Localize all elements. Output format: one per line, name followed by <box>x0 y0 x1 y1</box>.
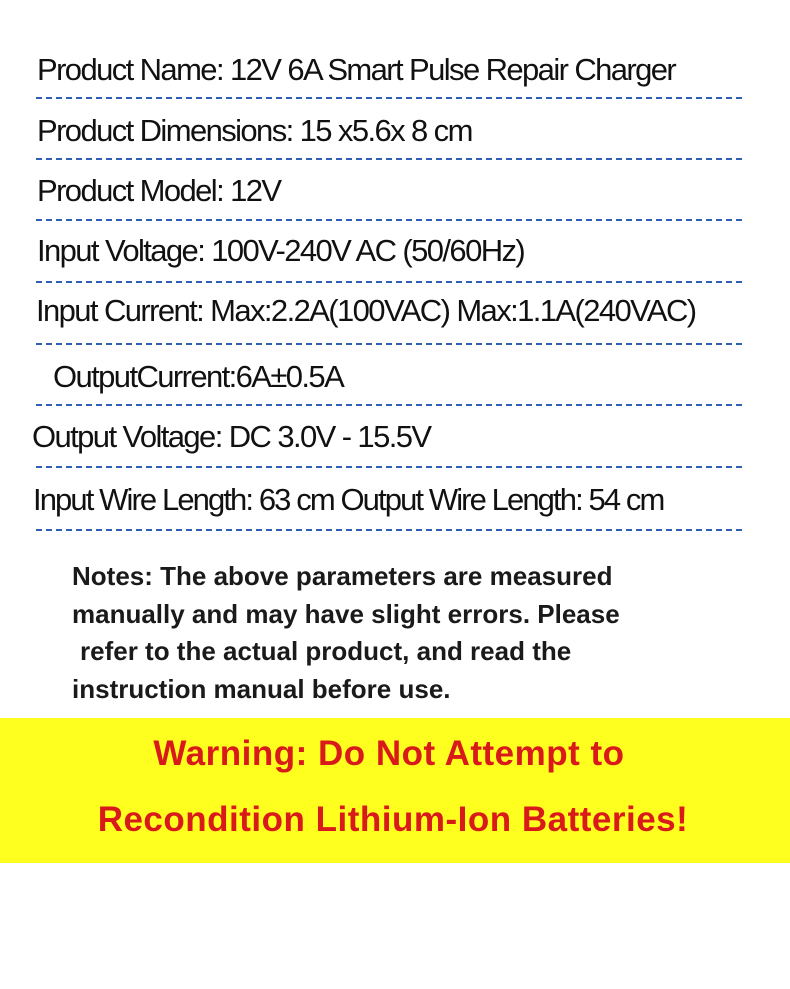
spec-divider <box>36 97 742 99</box>
spec-divider <box>36 529 742 531</box>
spec-output-current: OutputCurrent:6A±0.5A <box>53 359 344 394</box>
warning-banner <box>0 718 790 863</box>
spec-output-voltage: Output Voltage: DC 3.0V - 15.5V <box>32 419 431 454</box>
spec-product-name: Product Name: 12V 6A Smart Pulse Repair Charger <box>37 52 676 87</box>
spec-divider <box>36 466 742 468</box>
spec-input-voltage: Input Voltage: 100V-240V AC (50/60Hz) <box>37 233 525 268</box>
notes-paragraph <box>72 558 772 708</box>
spec-divider <box>36 281 742 283</box>
spec-input-current: Input Current: Max:2.2A(100VAC) Max:1.1A(240VAC) <box>36 293 696 328</box>
notes-line: instruction manual before use. <box>72 673 451 704</box>
spec-product-dimensions: Product Dimensions: 15 x5.6x 8 cm <box>37 113 472 148</box>
spec-divider <box>36 343 742 345</box>
warning-line: Recondition Lithium-Ion Batteries! <box>97 800 689 839</box>
warning-line: Warning: Do Not Attempt to <box>153 734 625 773</box>
notes-line: Notes: The above parameters are measured <box>72 561 613 591</box>
notes-line: refer to the actual product, and read the <box>80 636 572 666</box>
spec-wire-length: Input Wire Length: 63 cm Output Wire Length: 54 cm <box>33 482 664 517</box>
spec-divider <box>36 219 742 221</box>
spec-divider <box>36 404 742 406</box>
spec-divider <box>36 158 742 160</box>
spec-product-model: Product Model: 12V <box>37 173 281 208</box>
notes-line: manually and may have slight errors. Please <box>72 598 620 629</box>
